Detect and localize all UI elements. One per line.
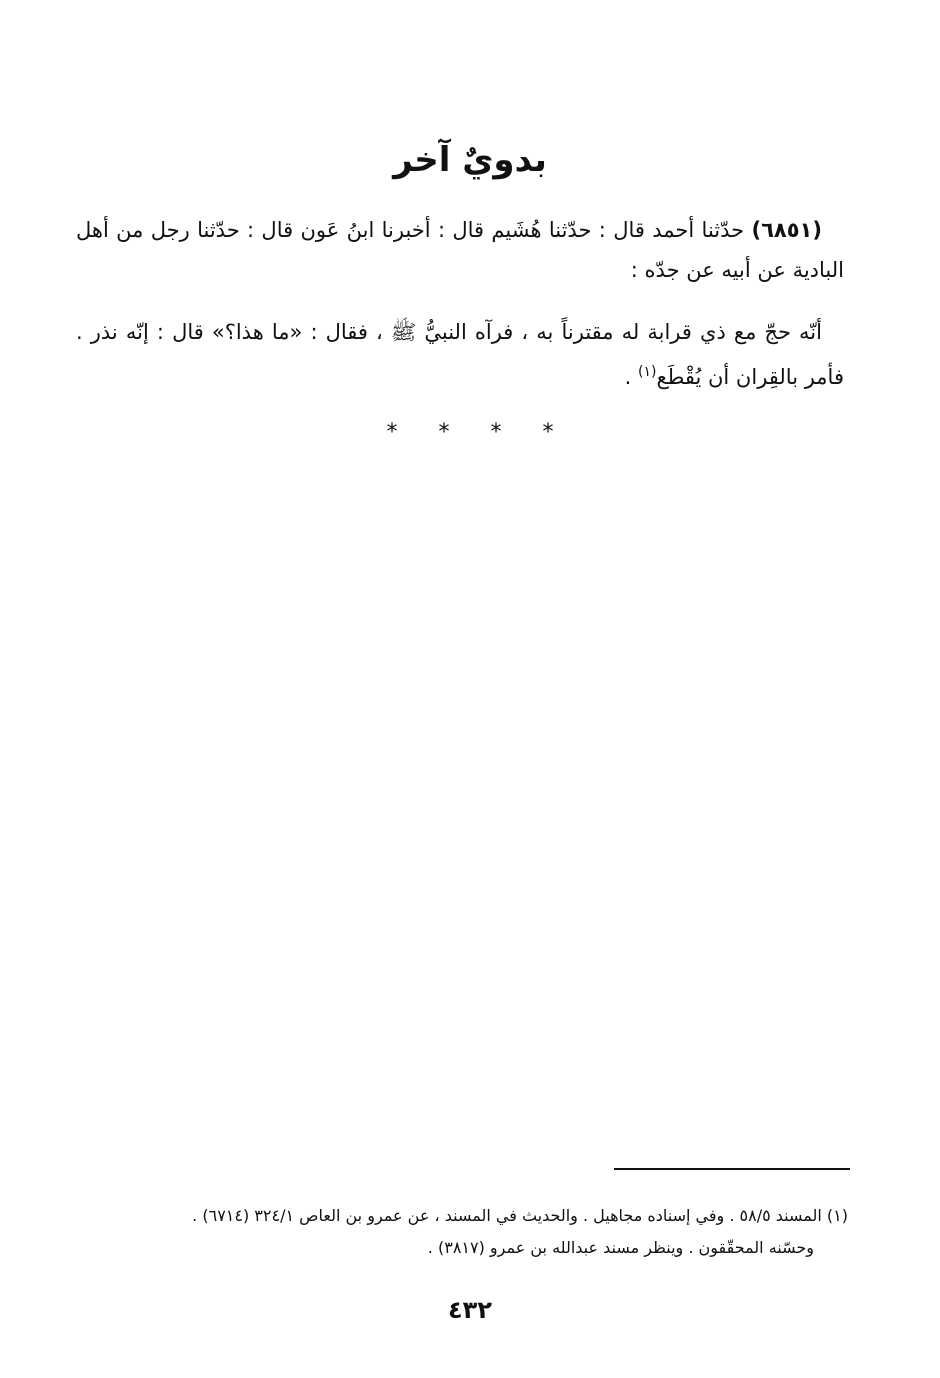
separator-star: *	[542, 420, 554, 445]
footnote-divider	[614, 1168, 850, 1170]
footnote-line-1: (١) المسند ٥٨/٥ . وفي إسناده مجاهيل . والحديث في المسند ، عن عمرو بن العاص ٣٢٤/١ (٦٧١٤) .	[192, 1206, 848, 1225]
hadith-matn: أنّه حجّ مع ذي قرابة له مقترناً به ، فرآه النبيُّ ﷺ ، فقال : «ما هذا؟» قال : إنّه نذر . فأمر بالقِران أن يُقْطَع	[76, 320, 844, 389]
separator-star: *	[490, 420, 502, 445]
page-title: بدويٌ آخر	[393, 140, 547, 180]
hadith-number: (٦٨٥١)	[751, 218, 822, 242]
footnote-reference[interactable]: (١)	[637, 364, 657, 380]
page-number: ٤٣٢	[448, 1296, 492, 1324]
hadith-matn-paragraph	[76, 312, 844, 397]
hadith-isnad: حدّثنا أحمد قال : حدّثنا هُشَيم قال : أخبرنا ابنُ عَون قال : حدّثنا رجل من أهل البادية عن أبيه عن جدّه :	[76, 218, 844, 282]
separator-star: *	[386, 420, 398, 445]
footnotes	[80, 1200, 848, 1264]
hadith-matn-end: .	[624, 365, 638, 389]
hadith-isnad-paragraph	[76, 210, 844, 290]
footnote-line-2: وحسّنه المحقّقون . وينظر مسند عبدالله بن عمرو (٣٨١٧) .	[427, 1238, 814, 1257]
section-separator	[0, 420, 940, 445]
separator-star: *	[438, 420, 450, 445]
